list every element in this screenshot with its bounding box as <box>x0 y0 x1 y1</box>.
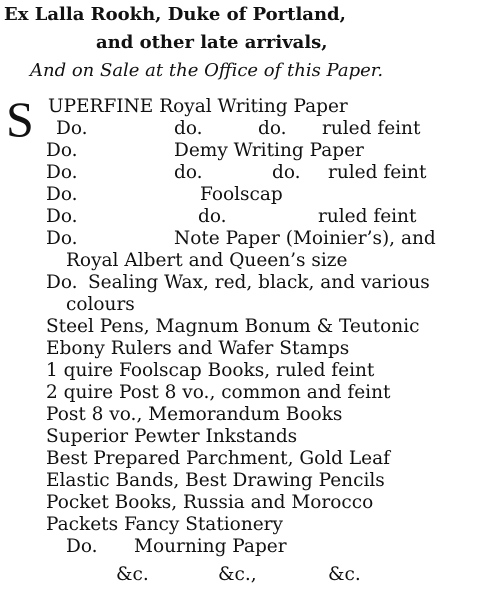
ditto-mark: Do. <box>46 140 78 161</box>
item-line: Sealing Wax, red, black, and various <box>88 272 430 293</box>
item-line: Pocket Books, Russia and Morocco <box>46 492 374 513</box>
header-line-2: and other late arrivals, <box>96 32 328 53</box>
item-line: Note Paper (Moinier’s), and <box>174 228 436 249</box>
ditto-mark: Do. <box>66 536 98 557</box>
etcetera: &c., <box>218 564 257 585</box>
header-line-3: And on Sale at the Office of this Paper. <box>30 60 384 81</box>
item-line: Elastic Bands, Best Drawing Pencils <box>46 470 385 491</box>
etcetera: &c. <box>116 564 149 585</box>
ditto-mark: do. <box>198 206 227 227</box>
ditto-mark: do. <box>174 162 203 183</box>
item-line: Foolscap <box>200 184 283 205</box>
item-line: Packets Fancy Stationery <box>46 514 283 535</box>
item-line: ruled feint <box>322 118 421 139</box>
item-line: Royal Albert and Queen’s size <box>66 250 348 271</box>
ditto-mark: do. <box>174 118 203 139</box>
item-line: Steel Pens, Magnum Bonum & Teutonic <box>46 316 420 337</box>
item-line: UPERFINE Royal Writing Paper <box>48 96 348 117</box>
ditto-mark: Do. <box>46 162 78 183</box>
ditto-mark: Do. <box>46 206 78 227</box>
item-line: Ebony Rulers and Wafer Stamps <box>46 338 350 359</box>
drop-cap: S <box>6 91 34 147</box>
ditto-mark: do. <box>272 162 301 183</box>
ditto-mark: Do. <box>46 272 78 293</box>
item-line: Superior Pewter Inkstands <box>46 426 298 447</box>
header-line-1: Ex Lalla Rookh, Duke of Portland, <box>4 4 346 25</box>
item-line: Post 8 vo., Memorandum Books <box>46 404 343 425</box>
item-line: Mourning Paper <box>134 536 287 557</box>
item-line: colours <box>66 294 135 315</box>
ditto-mark: Do. <box>56 118 88 139</box>
item-line: Demy Writing Paper <box>174 140 364 161</box>
ditto-mark: Do. <box>46 184 78 205</box>
item-line: 1 quire Foolscap Books, ruled feint <box>46 360 375 381</box>
item-line: ruled feint <box>318 206 417 227</box>
item-line: ruled feint <box>328 162 427 183</box>
ditto-mark: Do. <box>46 228 78 249</box>
etcetera: &c. <box>328 564 361 585</box>
item-line: Best Prepared Parchment, Gold Leaf <box>46 448 391 469</box>
ditto-mark: do. <box>258 118 287 139</box>
item-line: 2 quire Post 8 vo., common and feint <box>46 382 391 403</box>
